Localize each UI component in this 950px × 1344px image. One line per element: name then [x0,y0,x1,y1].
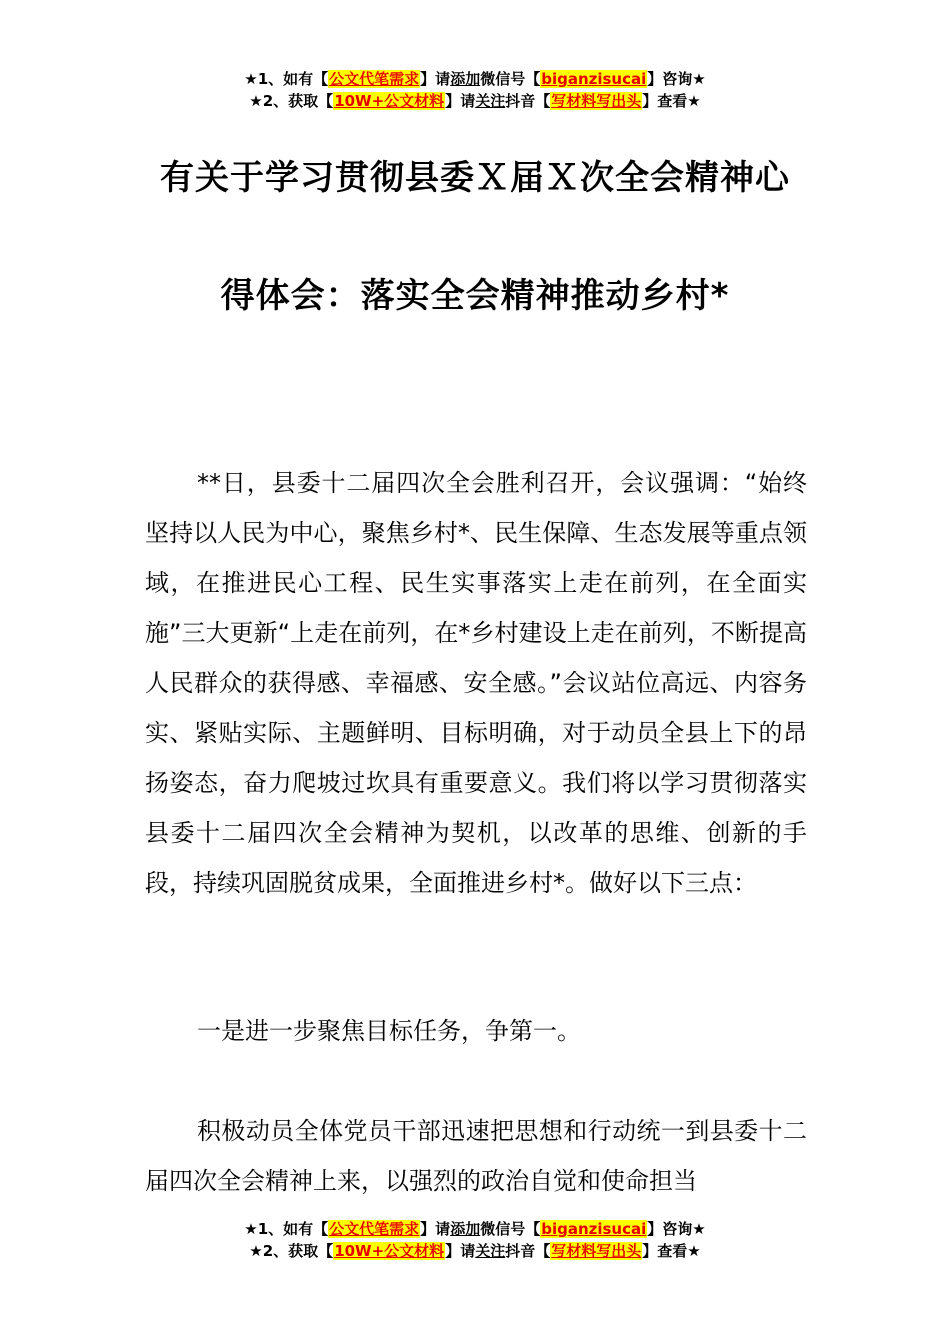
banner-line-1: ★1、如有【公文代笔需求】请添加微信号【biganzisucai】咨询★ [244,70,706,88]
document-title-line-1: 有关于学习贯彻县委Ｘ届Ｘ次全会精神心 [160,158,790,198]
highlight-service: 公文代笔需求 [329,70,420,88]
section-heading: 一是进一步聚焦目标任务，争第一。 [197,1017,581,1045]
footer-banner [0,1218,950,1262]
highlight-douyin-id: 写材料写出头 [551,1242,642,1260]
banner-line-1: ★1、如有【公文代笔需求】请添加微信号【biganzisucai】咨询★ [244,1220,706,1238]
body-paragraph: 积极动员全体党员干部迅速把思想和行动统一到县委十二届四次全会精神上来，以强烈的政治自觉和使命担当 [145,1117,807,1195]
highlight-wechat-id: biganzisucai [541,1220,647,1238]
body-paragraph: **日，县委十二届四次全会胜利召开，会议强调：“始终坚持以人民为中心，聚焦乡村*、民生保障、生态发展等重点领域，在推进民心工程、民生实事落实上走在前列，在全面实施”三大更新“上走在前列，在*乡村建设上走在前列，不断提高人民群众的获得感、幸福感、安全感。”会议站位高远、内容务实、紧贴实际、主题鲜明、目标明确，对于动员全县上下的昂扬姿态，奋力爬坡过坎具有重要意义。我们将以学习贯彻落实县委十二届四次全会精神为契机，以改革的思维、创新的手段，持续巩固脱贫成果，全面推进乡村*。做好以下三点： [145,469,807,897]
highlight-service: 公文代笔需求 [329,1220,420,1238]
highlight-materials: 10W+公文材料 [334,92,445,110]
banner-line-2: ★2、获取【10W+公文材料】请关注抖音【写材料写出头】查看★ [249,92,701,110]
document-title-line-2: 得体会：落实全会精神推动乡村* [220,276,730,316]
banner-line-2: ★2、获取【10W+公文材料】请关注抖音【写材料写出头】查看★ [249,1242,701,1260]
header-banner [0,68,950,112]
highlight-materials: 10W+公文材料 [334,1242,445,1260]
highlight-wechat-id: biganzisucai [541,70,647,88]
highlight-douyin-id: 写材料写出头 [551,92,642,110]
